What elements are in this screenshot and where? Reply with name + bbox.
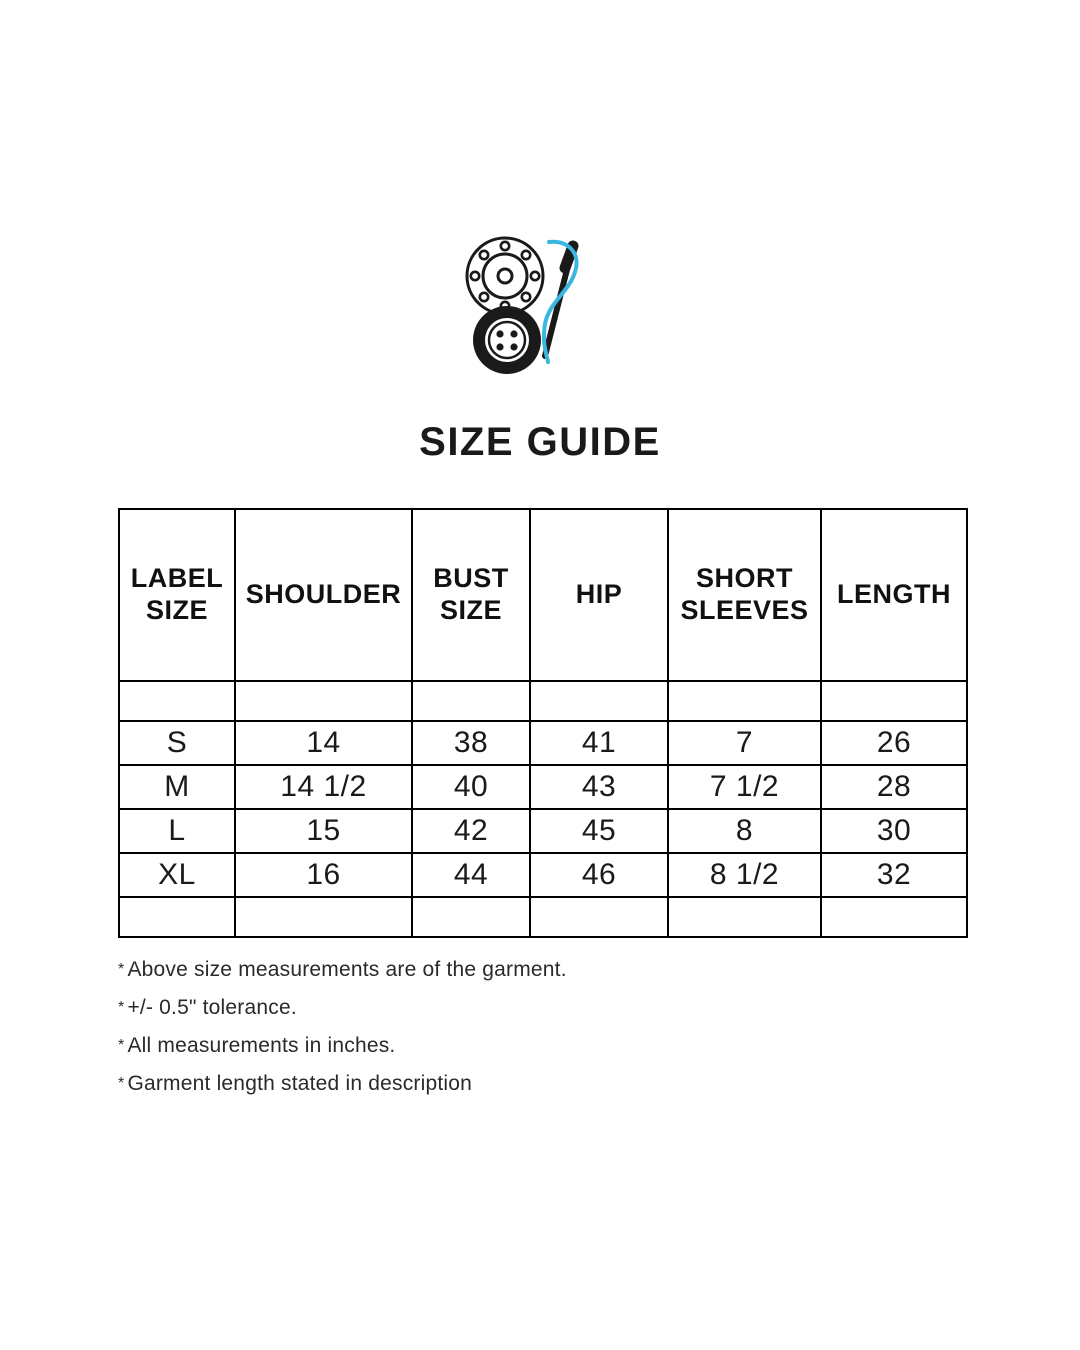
spacer-cell — [530, 897, 668, 937]
column-header-hip: HIP — [530, 509, 668, 681]
note-marker-icon: * — [118, 1075, 125, 1093]
note-text: Garment length stated in description — [127, 1072, 472, 1096]
spacer-cell — [530, 681, 668, 721]
cell-hip: 43 — [530, 765, 668, 809]
table-spacer-row-top — [119, 681, 967, 721]
spacer-cell — [412, 897, 530, 937]
table-header-row — [119, 509, 967, 681]
column-header-bust-size: BUST SIZE — [412, 509, 530, 681]
spacer-cell — [821, 897, 967, 937]
cell-length: 30 — [821, 809, 967, 853]
spacer-cell — [235, 897, 412, 937]
cell-length: 26 — [821, 721, 967, 765]
cell-bust-size: 42 — [412, 809, 530, 853]
table-row — [119, 721, 967, 765]
cell-label-size: S — [119, 721, 235, 765]
cell-bust-size: 44 — [412, 853, 530, 897]
logo-container — [0, 228, 1080, 388]
notes-list — [118, 958, 918, 1111]
note-marker-icon: * — [118, 1037, 125, 1055]
table-row — [119, 809, 967, 853]
note-item — [118, 1034, 918, 1058]
cell-hip: 46 — [530, 853, 668, 897]
note-item — [118, 958, 918, 982]
note-marker-icon: * — [118, 999, 125, 1017]
spacer-cell — [119, 681, 235, 721]
table-spacer-row-bottom — [119, 897, 967, 937]
note-text: All measurements in inches. — [127, 1034, 396, 1058]
column-header-shoulder: SHOULDER — [235, 509, 412, 681]
cell-bust-size: 40 — [412, 765, 530, 809]
cell-hip: 45 — [530, 809, 668, 853]
cell-shoulder: 14 1/2 — [235, 765, 412, 809]
table-row — [119, 765, 967, 809]
cell-label-size: XL — [119, 853, 235, 897]
cell-short-sleeves: 7 1/2 — [668, 765, 821, 809]
spacer-cell — [412, 681, 530, 721]
table-header — [119, 509, 967, 681]
column-header-label-size: LABEL SIZE — [119, 509, 235, 681]
column-header-length: LENGTH — [821, 509, 967, 681]
cell-label-size: M — [119, 765, 235, 809]
cell-shoulder: 16 — [235, 853, 412, 897]
page-title: SIZE GUIDE — [419, 420, 661, 464]
size-table — [118, 508, 968, 938]
spacer-cell — [668, 681, 821, 721]
note-marker-icon: * — [118, 961, 125, 978]
table-row — [119, 853, 967, 897]
cell-shoulder: 14 — [235, 721, 412, 765]
cell-short-sleeves: 7 — [668, 721, 821, 765]
cell-label-size: L — [119, 809, 235, 853]
cell-length: 28 — [821, 765, 967, 809]
cell-hip: 41 — [530, 721, 668, 765]
size-table-container — [118, 508, 966, 938]
spacer-cell — [235, 681, 412, 721]
note-item — [118, 1072, 918, 1096]
sewing-spool-button-needle-logo — [445, 228, 635, 388]
cell-bust-size: 38 — [412, 721, 530, 765]
cell-short-sleeves: 8 — [668, 809, 821, 853]
spacer-cell — [668, 897, 821, 937]
cell-length: 32 — [821, 853, 967, 897]
note-text: Above size measurements are of the garment. — [127, 958, 567, 981]
note-text: +/- 0.5" tolerance. — [127, 996, 297, 1020]
note-item — [118, 996, 918, 1020]
spacer-cell — [821, 681, 967, 721]
cell-shoulder: 15 — [235, 809, 412, 853]
table-body — [119, 681, 967, 937]
spacer-cell — [119, 897, 235, 937]
column-header-short-sleeves: SHORT SLEEVES — [668, 509, 821, 681]
cell-short-sleeves: 8 1/2 — [668, 853, 821, 897]
